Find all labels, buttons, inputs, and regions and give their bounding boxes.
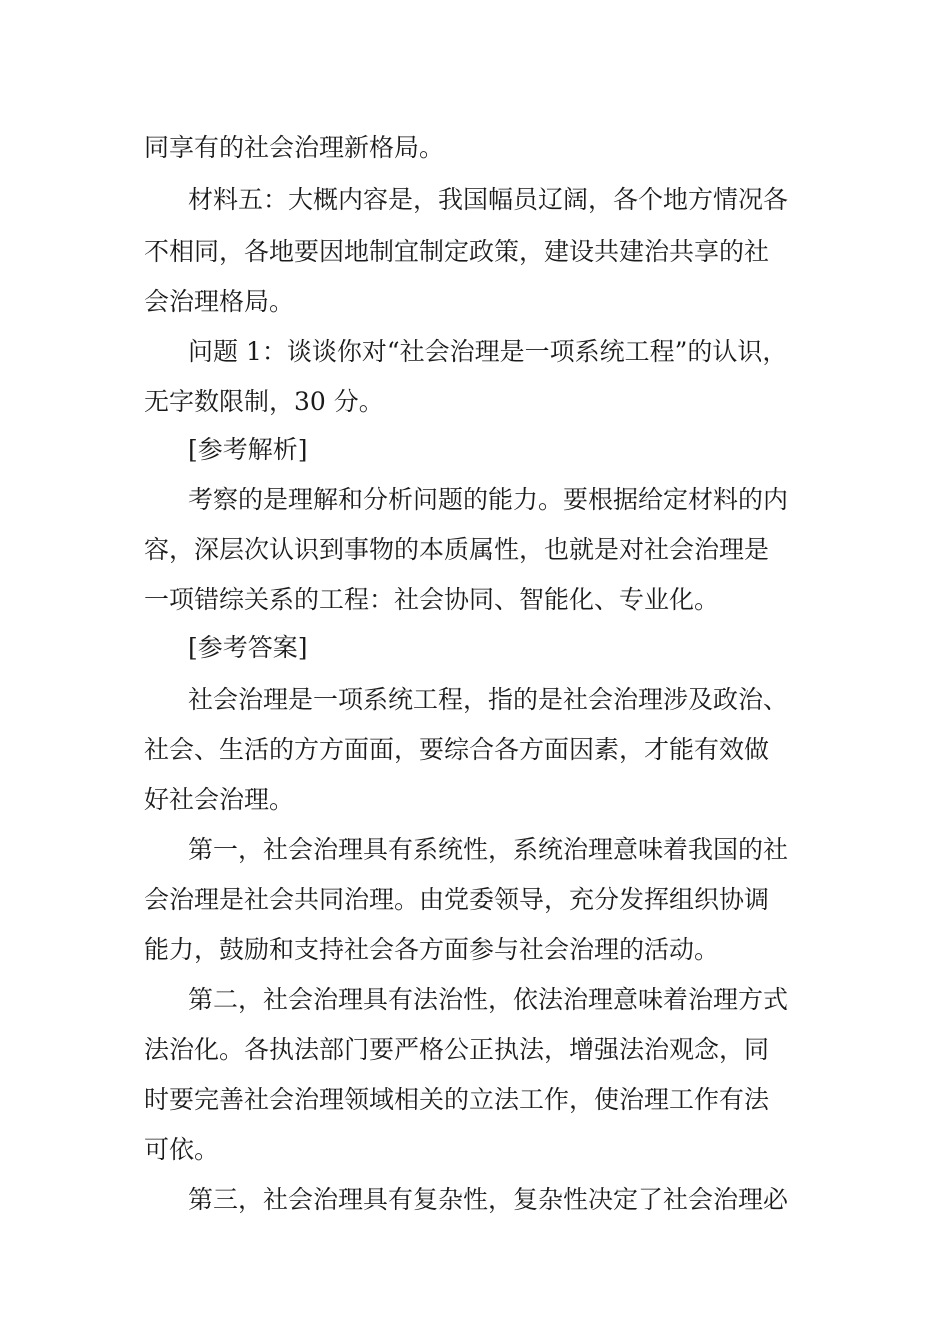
text-line: 不相同，各地要因地制宜制定政策，建设共建治共享的社 — [144, 237, 770, 266]
text-line: 社会治理是一项系统工程，指的是社会治理涉及政治、 — [188, 685, 789, 714]
text-line: 可依。 — [144, 1135, 220, 1164]
text-line: 法治化。各执法部门要严格公正执法，增强法治观念，同 — [144, 1035, 770, 1064]
text-line: 容，深层次认识到事物的本质属性，也就是对社会治理是 — [144, 535, 770, 564]
text-line: 第二，社会治理具有法治性，依法治理意味着治理方式 — [188, 985, 789, 1014]
text-line: 能力，鼓励和支持社会各方面参与社会治理的活动。 — [144, 935, 720, 964]
section-heading: [参考答案] — [188, 633, 308, 662]
text-line: 会治理格局。 — [144, 287, 295, 316]
text-line: 社会、生活的方方面面，要综合各方面因素，才能有效做 — [144, 735, 770, 764]
section-heading: [参考解析] — [188, 435, 308, 464]
text-line: 无字数限制，30 分。 — [144, 387, 384, 416]
text-line: 会治理是社会共同治理。由党委领导，充分发挥组织协调 — [144, 885, 770, 914]
text-line: 第三，社会治理具有复杂性，复杂性决定了社会治理必 — [188, 1185, 789, 1214]
text-line: 时要完善社会治理领域相关的立法工作，使治理工作有法 — [144, 1085, 770, 1114]
text-line: 好社会治理。 — [144, 785, 295, 814]
text-line: 问题 1：谈谈你对“社会治理是一项系统工程”的认识， — [188, 337, 788, 366]
text-line: 一项错综关系的工程：社会协同、智能化、专业化。 — [144, 585, 720, 614]
text-line: 材料五：大概内容是，我国幅员辽阔，各个地方情况各 — [188, 185, 789, 214]
text-line: 第一，社会治理具有系统性，系统治理意味着我国的社 — [188, 835, 789, 864]
text-line: 同享有的社会治理新格局。 — [144, 133, 445, 162]
text-line: 考察的是理解和分析问题的能力。要根据给定材料的内 — [188, 485, 789, 514]
